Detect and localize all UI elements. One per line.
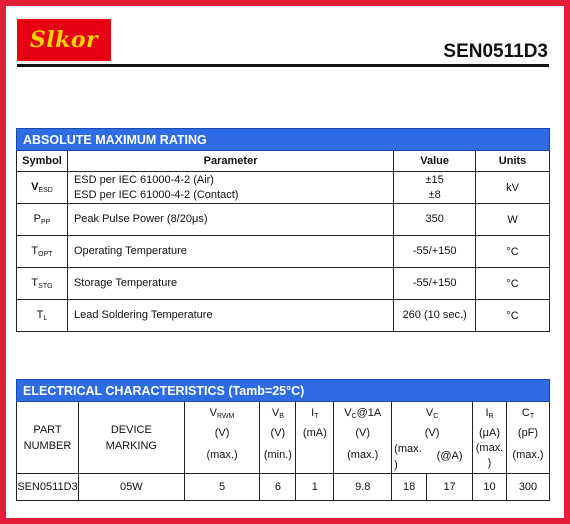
electrical-characteristics-table — [16, 379, 550, 501]
table-row — [17, 300, 550, 332]
electrical-title: ELECTRICAL CHARACTERISTICS (Tamb=25°C) — [17, 380, 550, 402]
cell-vrwm: 5 — [184, 474, 260, 501]
absolute-max-rows — [17, 172, 550, 332]
symbol-sub: R — [488, 413, 494, 420]
symbol-sub: C — [433, 413, 439, 420]
cell-it: 1 — [296, 474, 334, 501]
cell-vc-max: 18 — [392, 474, 427, 501]
header-vc-max — [392, 441, 427, 473]
cell-device-marking: 05W — [78, 474, 184, 501]
header-it — [296, 402, 334, 474]
symbol-sub: C — [351, 413, 357, 420]
header-vc — [392, 402, 473, 474]
symbol-suffix: @1A — [356, 407, 382, 419]
header-ir — [473, 402, 507, 474]
cell-value — [394, 204, 476, 236]
symbol-sub: T — [314, 413, 319, 420]
symbol-main: T — [36, 309, 44, 321]
logo-text: Slkor — [29, 27, 99, 53]
absolute-max-table — [16, 128, 550, 332]
symbol-sub: ESD — [38, 187, 53, 194]
header-vb — [260, 402, 296, 474]
symbol-sub: STG — [38, 283, 53, 290]
table-row — [17, 236, 550, 268]
cell-vc-1a: 9.8 — [334, 474, 392, 501]
header-unit: (V) — [424, 427, 440, 439]
cell-ir: 10 — [473, 474, 507, 501]
column-header-symbol: Symbol — [17, 151, 68, 172]
header-device-marking — [78, 402, 184, 474]
header-condition: (max.) — [347, 449, 379, 461]
cell-units: °C — [476, 300, 550, 332]
symbol-main: V — [344, 407, 352, 419]
cell-symbol — [17, 268, 68, 300]
cell-parameter — [67, 172, 393, 204]
header-vc-1a — [334, 402, 392, 474]
cell-ct: 300 — [506, 474, 549, 501]
symbol-main: I — [311, 407, 315, 419]
cell-value — [394, 172, 476, 204]
symbol-main: T — [31, 277, 39, 289]
value-text: -55/+150 — [412, 277, 457, 289]
table-row — [17, 474, 550, 501]
absolute-max-title: ABSOLUTE MAXIMUM RATING — [17, 129, 550, 151]
table-row — [17, 268, 550, 300]
column-header-value: Value — [394, 151, 476, 172]
header-unit: (pF) — [517, 427, 539, 439]
cell-units: °C — [476, 268, 550, 300]
symbol-main: T — [31, 245, 39, 257]
header-unit: (μA) — [479, 427, 501, 439]
page-title: SEN0511D3 — [443, 41, 548, 62]
table-row — [17, 204, 550, 236]
value-text: 260 (10 sec.) — [402, 309, 467, 321]
parameter-text: Peak Pulse Power (8/20μs) — [73, 213, 208, 225]
table-row — [17, 172, 550, 204]
header-text: MARKING — [105, 439, 157, 452]
header-condition: (max. — [475, 442, 504, 454]
cell-part-number: SEN0511D3 — [17, 474, 79, 501]
cell-value — [394, 236, 476, 268]
header-text: PART — [33, 423, 62, 436]
symbol-sub: RWM — [217, 413, 235, 420]
symbol-main: V — [209, 407, 218, 419]
symbol-main: C — [521, 407, 530, 419]
symbol-main: V — [31, 181, 39, 193]
header-vc-at: (@A) — [436, 450, 463, 462]
symbol-sub: PP — [40, 219, 51, 226]
header-unit: (mA) — [302, 427, 327, 439]
parameter-text: ESD per IEC 61000-4-2 (Contact) — [73, 188, 239, 201]
cell-units: kV — [476, 172, 550, 204]
cell-parameter — [67, 300, 393, 332]
cell-parameter — [67, 236, 393, 268]
symbol-main: V — [425, 407, 434, 419]
cell-symbol — [17, 236, 68, 268]
symbol-main: I — [485, 407, 489, 419]
header-part-number — [17, 402, 79, 474]
value-text: ±8 — [428, 188, 441, 201]
value-text: -55/+150 — [412, 245, 457, 257]
parameter-text: Operating Temperature — [73, 245, 187, 257]
symbol-sub: T — [529, 413, 535, 420]
header-condition: (max.) — [206, 449, 238, 461]
cell-symbol — [17, 204, 68, 236]
header-ct — [506, 402, 549, 474]
header-condition: ) — [394, 459, 398, 471]
symbol-main: V — [271, 407, 280, 419]
parameter-text: Lead Soldering Temperature — [73, 309, 213, 321]
header-text: NUMBER — [23, 439, 72, 452]
header-condition: (max.) — [512, 449, 544, 461]
header-divider — [17, 64, 549, 67]
cell-units: W — [476, 204, 550, 236]
parameter-text: ESD per IEC 61000-4-2 (Air) — [73, 173, 214, 186]
symbol-sub: OPT — [38, 251, 53, 258]
header-condition: ) — [487, 457, 492, 469]
column-header-parameter: Parameter — [67, 151, 393, 172]
symbol-main: P — [33, 213, 41, 225]
header-condition: (min.) — [263, 449, 292, 461]
cell-units: °C — [476, 236, 550, 268]
cell-vc-at: 17 — [427, 474, 473, 501]
parameter-text: Storage Temperature — [73, 277, 178, 289]
cell-parameter — [67, 204, 393, 236]
cell-value — [394, 300, 476, 332]
cell-value — [394, 268, 476, 300]
cell-symbol — [17, 172, 68, 204]
header-unit: (V) — [270, 427, 286, 439]
value-text: 350 — [425, 213, 444, 225]
cell-vb: 6 — [260, 474, 296, 501]
cell-symbol — [17, 300, 68, 332]
cell-parameter — [67, 268, 393, 300]
brand-logo — [17, 19, 111, 61]
value-text: ±15 — [425, 173, 444, 186]
symbol-sub: B — [279, 413, 284, 420]
column-header-units: Units — [476, 151, 550, 172]
header-vrwm — [184, 402, 260, 474]
header-unit: (V) — [214, 427, 230, 439]
symbol-sub: L — [43, 315, 48, 322]
header-unit: (V) — [355, 427, 371, 439]
header-condition: (max. — [394, 443, 422, 455]
header-text: DEVICE — [110, 423, 152, 436]
